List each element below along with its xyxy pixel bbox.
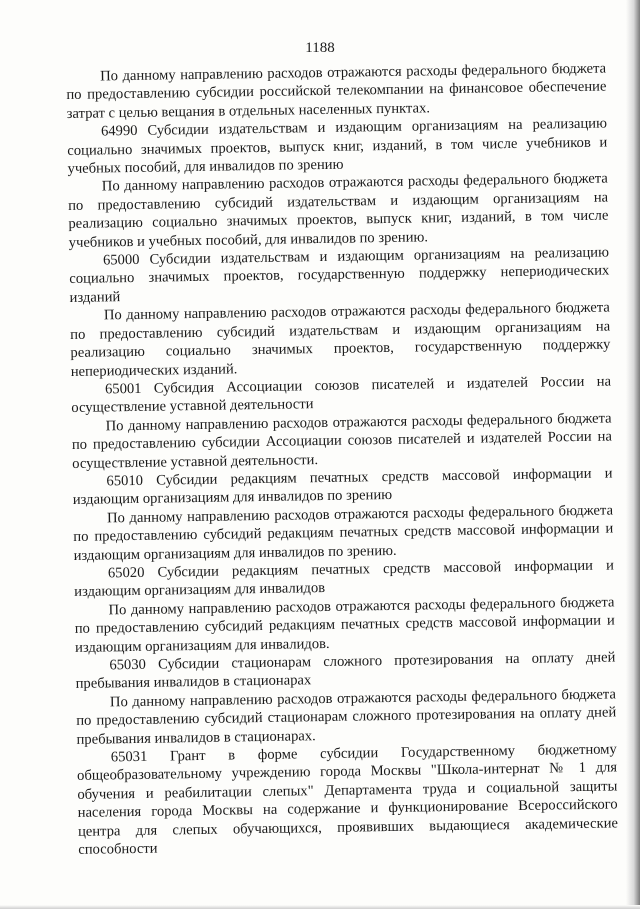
paragraph-13: По данному направлению расходов отражаются расходы федерального бюджета по предоставлению субсидий стационарам сложного протезирования на оплату дней пребывания инвалидов в стационарах. <box>76 686 617 748</box>
scan-bottom-edge <box>0 905 640 909</box>
paragraph-7: По данному направлению расходов отражаются расходы федерального бюджета по предоставлению субсидии Ассоциации союзов писателей и издателей России на осуществление уставной деятельности. <box>71 410 612 472</box>
paragraph-14: 65031 Грант в форме субсидии Государственному бюджетному общеобразовательному учреждению города Москвы "Школа-интернат № 1 для обучения и реабилитации слепых" Департамента труда и социальной защиты населения города Москвы на содержание и функционирование Всероссийского центра для слепых обучающихся, проявивших выдающиеся академические способности <box>77 741 619 858</box>
paragraph-4: 65000 Субсидии издательствам и издающим организациям на реализацию социально значимых проектов, государственную поддержку непериодических изданий <box>69 244 610 306</box>
paragraph-6: 65001 Субсидия Ассоциации союзов писателей и издателей России на осуществление уставной деятельности <box>71 373 612 417</box>
paragraph-2: 64990 Субсидии издательствам и издающим организациям на реализацию социально значимых проектов, выпуск книг, изданий, в том числе учебников и учебных пособий, для инвалидов по зрению <box>67 115 608 178</box>
paragraph-12: 65030 Субсидии стационарам сложного протезирования на оплату дней пребывания инвалидов в стационарах <box>75 649 616 693</box>
document-body <box>66 60 618 860</box>
paragraph-3: По данному направлению расходов отражаются расходы федерального бюджета по предоставлению субсидий издательствам и издающим организациям на реализацию социально значимых проектов, выпуск книг, изданий, в том числе учебников и учебных пособий, для инвалидов по зрению. <box>68 170 609 251</box>
scan-edge-shadow <box>626 0 640 909</box>
paragraph-9: По данному направлению расходов отражаются расходы федерального бюджета по предоставлению субсидий редакциям печатных средств массовой информации и издающим организациям для инвалидов по зрению. <box>73 502 614 564</box>
paragraph-5: По данному направлению расходов отражаются расходы федерального бюджета по предоставлению субсидий издательствам и издающим организациям на реализацию социально значимых проектов, государственную поддержку непериодических изданий. <box>70 299 611 380</box>
page-number: 1188 <box>305 40 335 56</box>
paragraph-1: По данному направлению расходов отражаются расходы федерального бюджета по предоставлению субсидии российской телекомпании на финансовое обеспечение затрат с целью вещания в отдельных населенных пунктах. <box>66 60 607 122</box>
paragraph-11: По данному направлению расходов отражаются расходы федерального бюджета по предоставлению субсидий редакциям печатных средств массовой информации и издающим организациям для инвалидов. <box>74 594 615 656</box>
paragraph-8: 65010 Субсидии редакциям печатных средств массовой информации и издающим организациям для инвалидов по зрению <box>72 465 613 509</box>
paragraph-10: 65020 Субсидии редакциям печатных средств массовой информации и издающим организациям для инвалидов <box>74 557 615 601</box>
